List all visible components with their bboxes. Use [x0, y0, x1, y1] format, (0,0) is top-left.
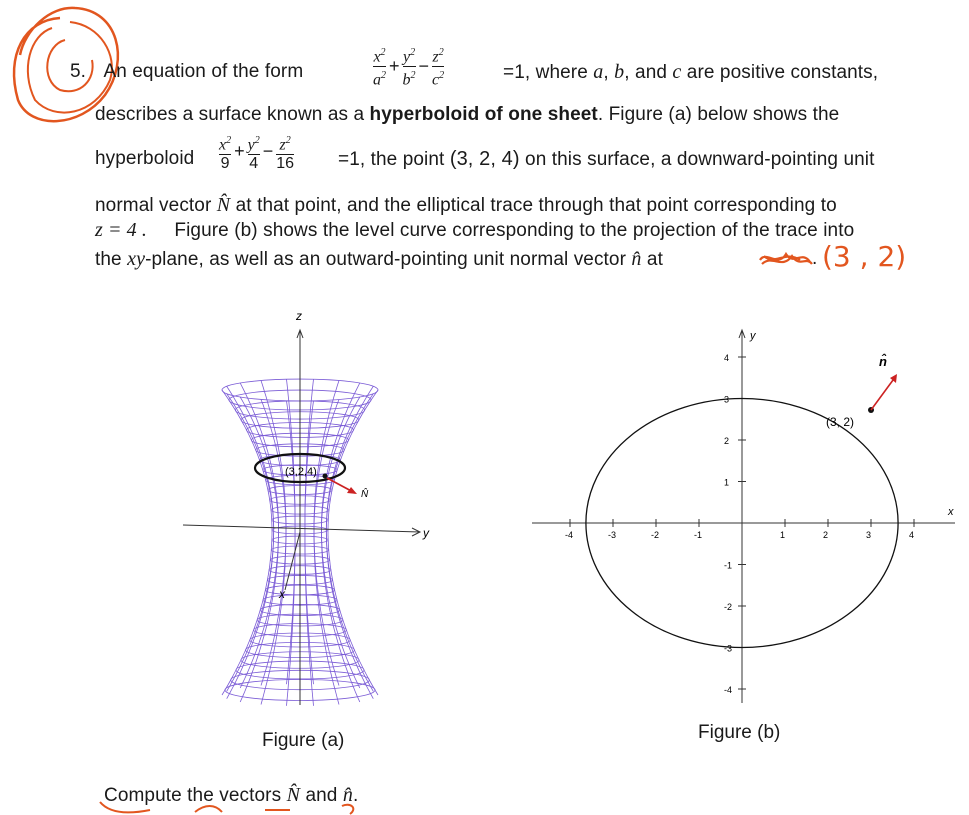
line6-period: . [812, 248, 818, 269]
normal-vector-label: n̂ [879, 354, 887, 369]
x-axis [285, 532, 300, 590]
y-axis-label: y [750, 330, 756, 342]
x-axis-label: x [948, 506, 954, 518]
point-label: (3,2,4) [285, 466, 317, 478]
text-line-1 [70, 61, 303, 83]
handwritten-annotation: (3 , 2) [822, 240, 907, 273]
handwritten-strokes [0, 800, 420, 815]
text-line-3: hyperboloid [95, 148, 195, 169]
normal-vector [871, 376, 896, 410]
x-tick-label: 2 [823, 530, 829, 540]
y-tick-label: -1 [724, 560, 733, 571]
figure-a-caption: Figure (a) [262, 730, 345, 751]
x-tick-label: -2 [651, 530, 660, 540]
x-tick-label: -1 [694, 530, 703, 540]
compute-line: Compute the vectors N̂ and n̂. [104, 784, 359, 806]
y-tick-label: 4 [724, 353, 730, 363]
x-tick-label: 3 [866, 530, 872, 540]
mesh-meridian [287, 379, 296, 684]
x-tick-label: -3 [608, 530, 617, 540]
z-axis-label: z [296, 309, 302, 323]
equation-general: $\frac{x^2}{a^2}$ + $\frac{y^2}{b^2}$ − $\frac{z^2}{c^2}$ [373, 47, 445, 89]
problem-number: 5. [70, 61, 87, 82]
figure-b-caption: Figure (b) [698, 722, 781, 743]
figure-a-hyperboloid [175, 300, 445, 710]
y-tick-label: -3 [724, 643, 733, 654]
scribble-mark [756, 246, 816, 274]
y-axis-label: y [423, 526, 429, 540]
text-line-5: z = 4 . Figure (b) shows the level curve corresponding to the projection of the trace into [95, 219, 855, 241]
x-tick-label: -4 [565, 530, 574, 540]
line1-text-a: An equation of the form [103, 61, 304, 82]
y-tick-label: 3 [724, 394, 730, 405]
y-tick-label: -2 [724, 602, 733, 612]
x-tick-label: 4 [909, 530, 915, 540]
x-axis-label: x [279, 587, 285, 601]
text-line-2: describes a surface known as a hyperboloid of one sheet. Figure (a) below shows the [95, 104, 840, 125]
point-label: (3, 2) [826, 415, 855, 429]
equation-specific: $\frac{x^2}{9}$ + $\frac{y^2}{4}$ − $\frac{z^2}{16}$ [219, 135, 295, 173]
figure-b-ellipse [530, 325, 960, 705]
normal-vector-label: N̂ [361, 489, 369, 500]
text-line-6: the xy-plane, as well as an outward-pointing unit normal vector n̂ at [95, 248, 663, 270]
point-marker [323, 474, 328, 479]
x-tick-label: 1 [780, 530, 786, 540]
y-tick-label: -4 [724, 685, 733, 695]
mesh-meridian [305, 379, 314, 684]
text-line-3b: =1, the point (3, 2, 4) on this surface, a downward-pointing unit [338, 148, 875, 170]
text-line-4: normal vector N̂ at that point, and the elliptical trace through that point corresponding to [95, 194, 837, 216]
y-tick-label: 2 [724, 436, 730, 446]
y-tick-label: 1 [724, 477, 730, 488]
text-line-1b: =1, where a, b, and c are positive constants, [503, 61, 879, 83]
